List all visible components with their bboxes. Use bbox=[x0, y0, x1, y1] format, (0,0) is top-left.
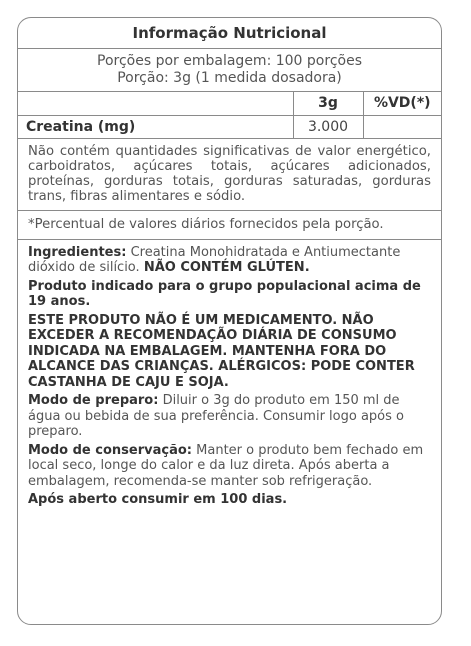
after-open-statement: Após aberto consumir em 100 dias. bbox=[28, 492, 288, 507]
ingredients-label: Ingredientes: bbox=[28, 244, 127, 260]
product-info bbox=[18, 240, 441, 508]
population-statement: Produto indicado para o grupo populacional acima de 19 anos. bbox=[28, 278, 421, 309]
conservation-label: Modo de conservação: bbox=[28, 442, 192, 458]
ingredients-paragraph bbox=[28, 245, 431, 276]
row-nutrient-vd bbox=[363, 115, 441, 138]
preparation-text: Diluir o 3g do produto em 150 ml de água ou bebida de sua preferência. Consumir logo após o preparo. bbox=[28, 393, 404, 439]
preparation-paragraph bbox=[28, 393, 431, 440]
conservation-text: Manter o produto bem fechado em local seco, longe do calor e da luz direta. Após aberta a embalagem, recomenda-se manter sob refrigeração. bbox=[28, 442, 424, 489]
table-row bbox=[18, 115, 441, 138]
nutrition-table bbox=[18, 92, 441, 139]
ingredients-text: Creatina Monohidratada e Antiumectante dióxido de silício. bbox=[28, 244, 401, 275]
conservation-paragraph bbox=[28, 443, 431, 490]
header-cell-vd: %VD(*) bbox=[363, 92, 441, 115]
warning-statement: ESTE PRODUTO NÃO É UM MEDICAMENTO. NÃO EXCEDER A RECOMENDAÇÃO DIÁRIA DE CONSUMO INDICADA NA EMBALAGEM. MANTENHA FORA DO ALCANCE DAS CRIANÇAS. ALÉRGICOS: PODE CONTER CASTANHA DE CAJU E SOJA. bbox=[28, 312, 415, 390]
portions-info bbox=[18, 49, 441, 92]
portion-size: Porção: 3g (1 medida dosadora) bbox=[117, 70, 342, 86]
nutrition-label bbox=[17, 17, 442, 625]
header-cell-portion: 3g bbox=[293, 92, 363, 115]
row-nutrient-amount: 3.000 bbox=[293, 115, 363, 138]
header-cell-name bbox=[18, 92, 293, 115]
table-header-row bbox=[18, 92, 441, 115]
vd-footnote: *Percentual de valores diários fornecidos pela porção. bbox=[18, 211, 441, 240]
insignificant-amounts-note: Não contém quantidades significativas de valor energético, carboidratos, açúcares totais, açúcares adicionados, proteínas, gorduras totais, gorduras saturadas, gorduras trans, fibras alimentares e sódio. bbox=[18, 139, 441, 211]
portions-per-package: Porções por embalagem: 100 porções bbox=[97, 53, 362, 69]
preparation-label: Modo de preparo: bbox=[28, 393, 159, 408]
gluten-statement: NÃO CONTÉM GLÚTEN. bbox=[143, 260, 310, 275]
label-title: Informação Nutricional bbox=[18, 18, 441, 49]
row-nutrient-name: Creatina (mg) bbox=[18, 115, 293, 138]
